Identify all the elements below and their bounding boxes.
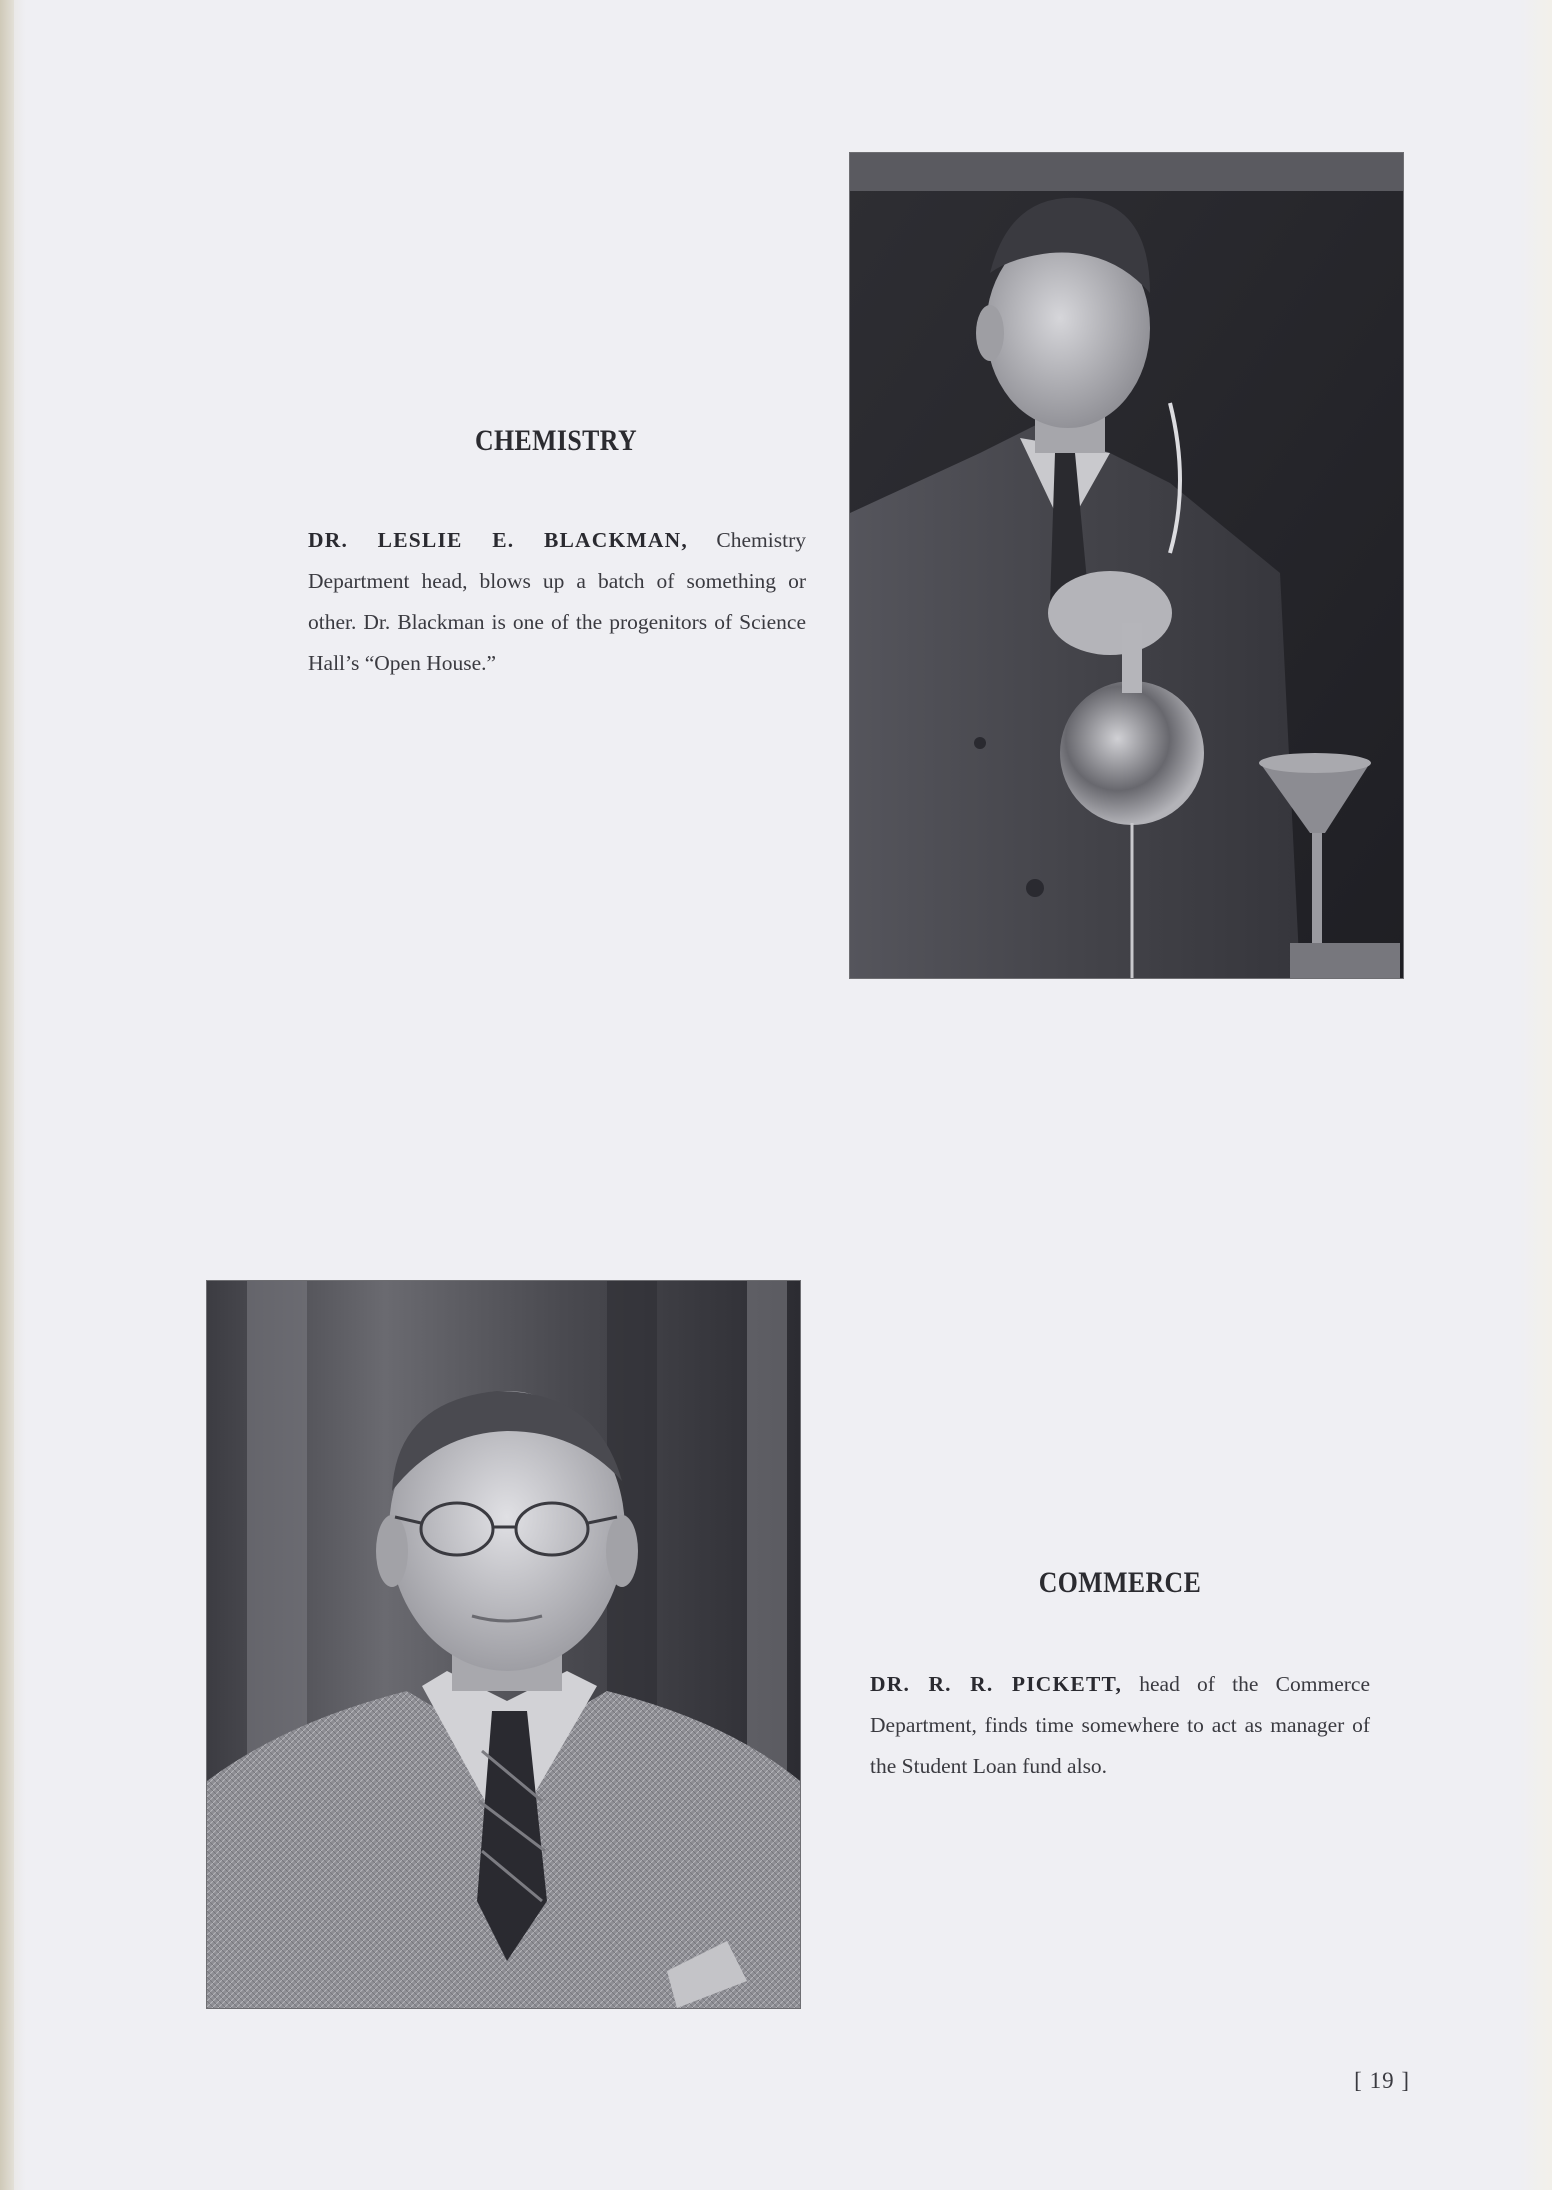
commerce-heading: COMMERCE	[1038, 1566, 1202, 1599]
commerce-photo	[207, 1281, 800, 2008]
chemist-photo-illustration	[850, 153, 1403, 978]
chemistry-heading: CHEMISTRY	[474, 424, 638, 457]
chemistry-caption	[308, 520, 806, 684]
binding-edge	[0, 0, 14, 2190]
commerce-head-photo-illustration	[207, 1281, 800, 2008]
chemistry-person-name: DR. LESLIE E. BLACKMAN,	[308, 528, 688, 552]
commerce-caption	[870, 1664, 1370, 1787]
chemistry-photo	[850, 153, 1403, 978]
commerce-person-name: DR. R. R. PICKETT,	[870, 1672, 1123, 1696]
page-number: [ 19 ]	[1354, 2068, 1410, 2093]
commerce-caption-text: head of the Commerce Department, finds time somewhere to act as manager of the Student Loan fund also.	[870, 1672, 1370, 1778]
chemistry-caption-text: Chemistry Department head, blows up a batch of something or other. Dr. Blackman is one of the progenitors of Science Hall’s “Open House.”	[308, 528, 806, 675]
